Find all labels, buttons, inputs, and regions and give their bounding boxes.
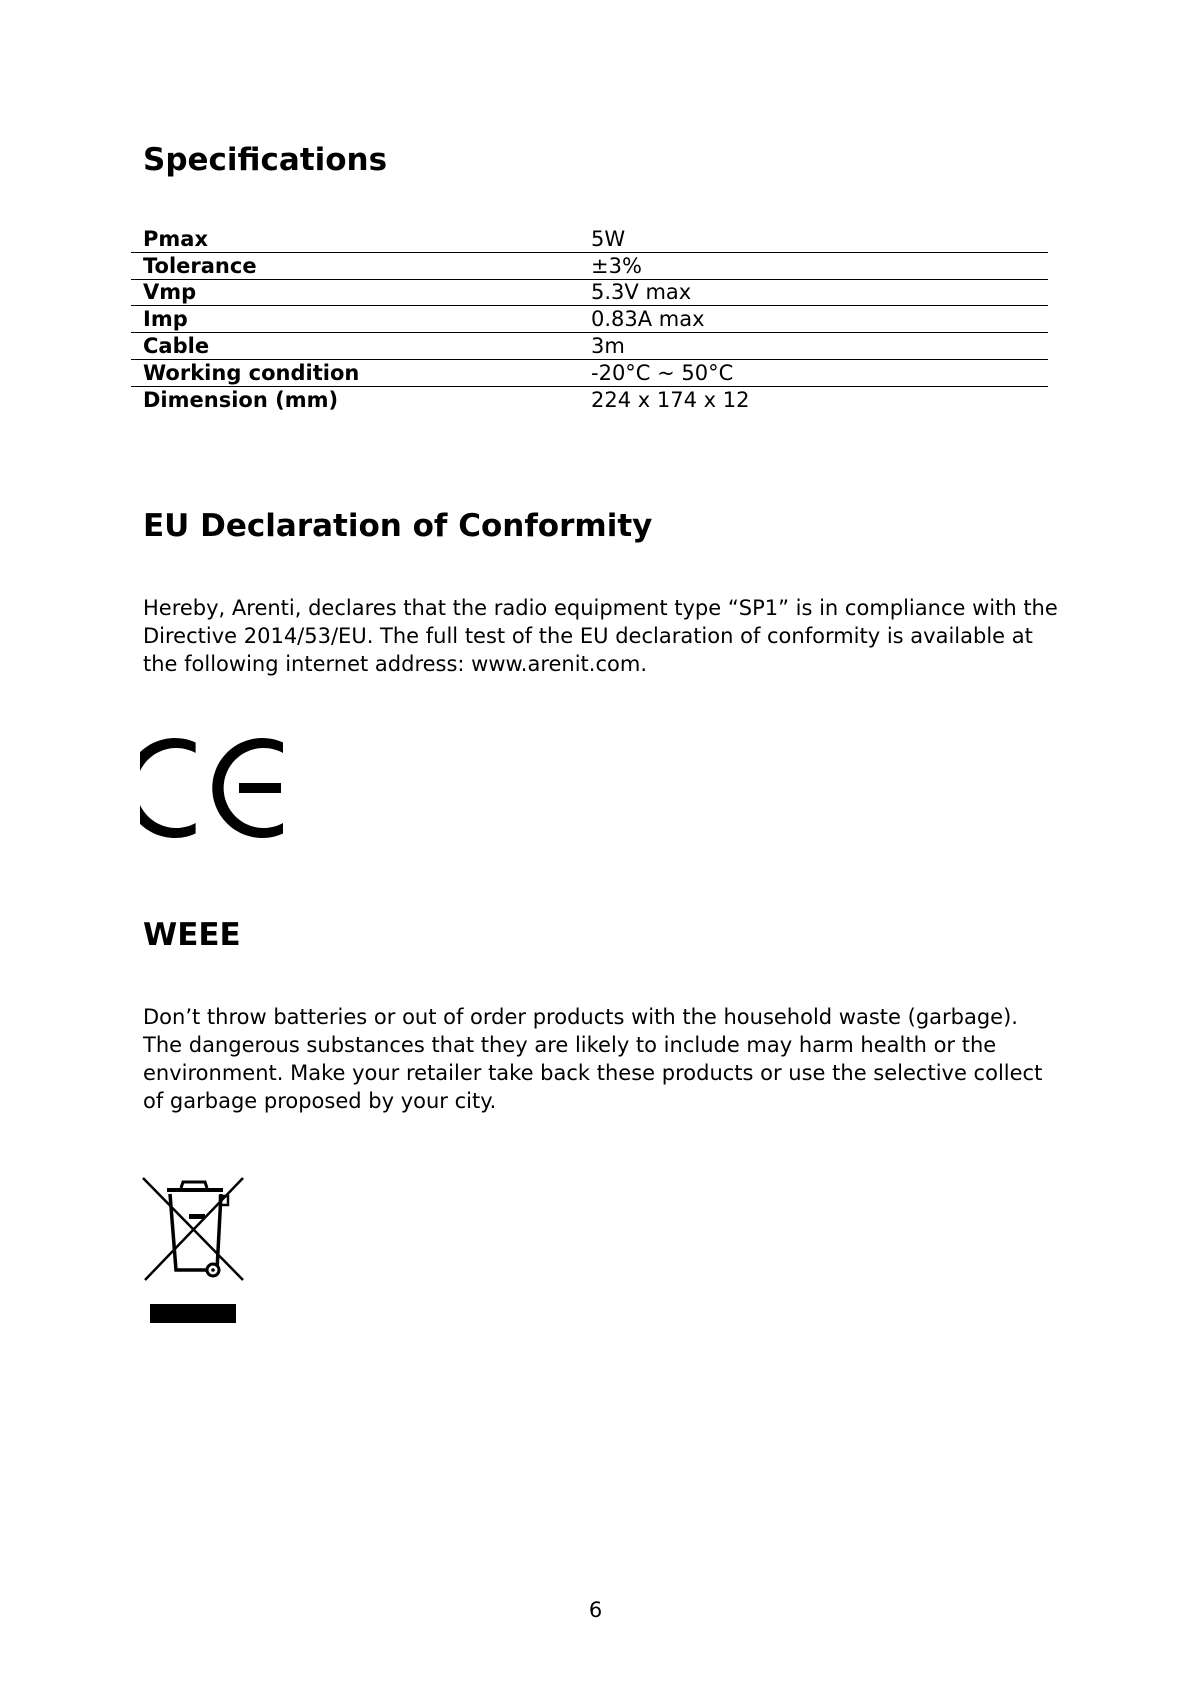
page-number: 6: [588, 1598, 603, 1622]
crossed-out-wheelie-bin-icon: [141, 1176, 247, 1324]
specifications-table: [131, 226, 1048, 413]
spec-label: Working condition: [131, 359, 591, 386]
table-row: [131, 333, 1048, 360]
spec-value: ±3%: [591, 252, 1048, 279]
spec-label: Cable: [131, 333, 591, 360]
table-row: [131, 359, 1048, 386]
table-row: [131, 226, 1048, 252]
spec-value: 3m: [591, 333, 1048, 360]
table-row: [131, 306, 1048, 333]
spec-label: Tolerance: [131, 252, 591, 279]
eu-declaration-heading: EU Declaration of Conformity: [143, 508, 653, 544]
eu-declaration-text: Hereby, Arenti, declares that the radio equipment type “SP1” is in compliance with the Directive 2014/53/EU. The full test of the EU declaration of conformity is available at the following internet address: www.arenit.com.: [143, 596, 1058, 676]
weee-heading: WEEE: [143, 917, 241, 953]
spec-label: Dimension (mm): [143, 387, 339, 412]
spec-label: Vmp: [131, 279, 591, 306]
spec-value: 0.83A max: [591, 306, 1048, 333]
ce-mark-icon: [140, 738, 285, 838]
spec-value: 5W: [591, 226, 1048, 252]
spec-value: -20°C ~ 50°C: [591, 359, 1048, 386]
weee-text: Don’t throw batteries or out of order products with the household waste (garbage). The dangerous substances that they are likely to include may harm health or the environment. Make your retailer take back these products or use the selective collect of garbage proposed by your city.: [143, 1005, 1043, 1113]
spec-value: 224 x 174 x 12: [591, 387, 750, 412]
spec-label: Imp: [131, 306, 591, 333]
spec-value: 5.3V max: [591, 279, 1048, 306]
spec-label: Pmax: [131, 226, 591, 252]
specifications-heading: Specifications: [143, 142, 388, 178]
table-row: [131, 252, 1048, 279]
table-row: [131, 386, 1048, 412]
table-row: [131, 279, 1048, 306]
